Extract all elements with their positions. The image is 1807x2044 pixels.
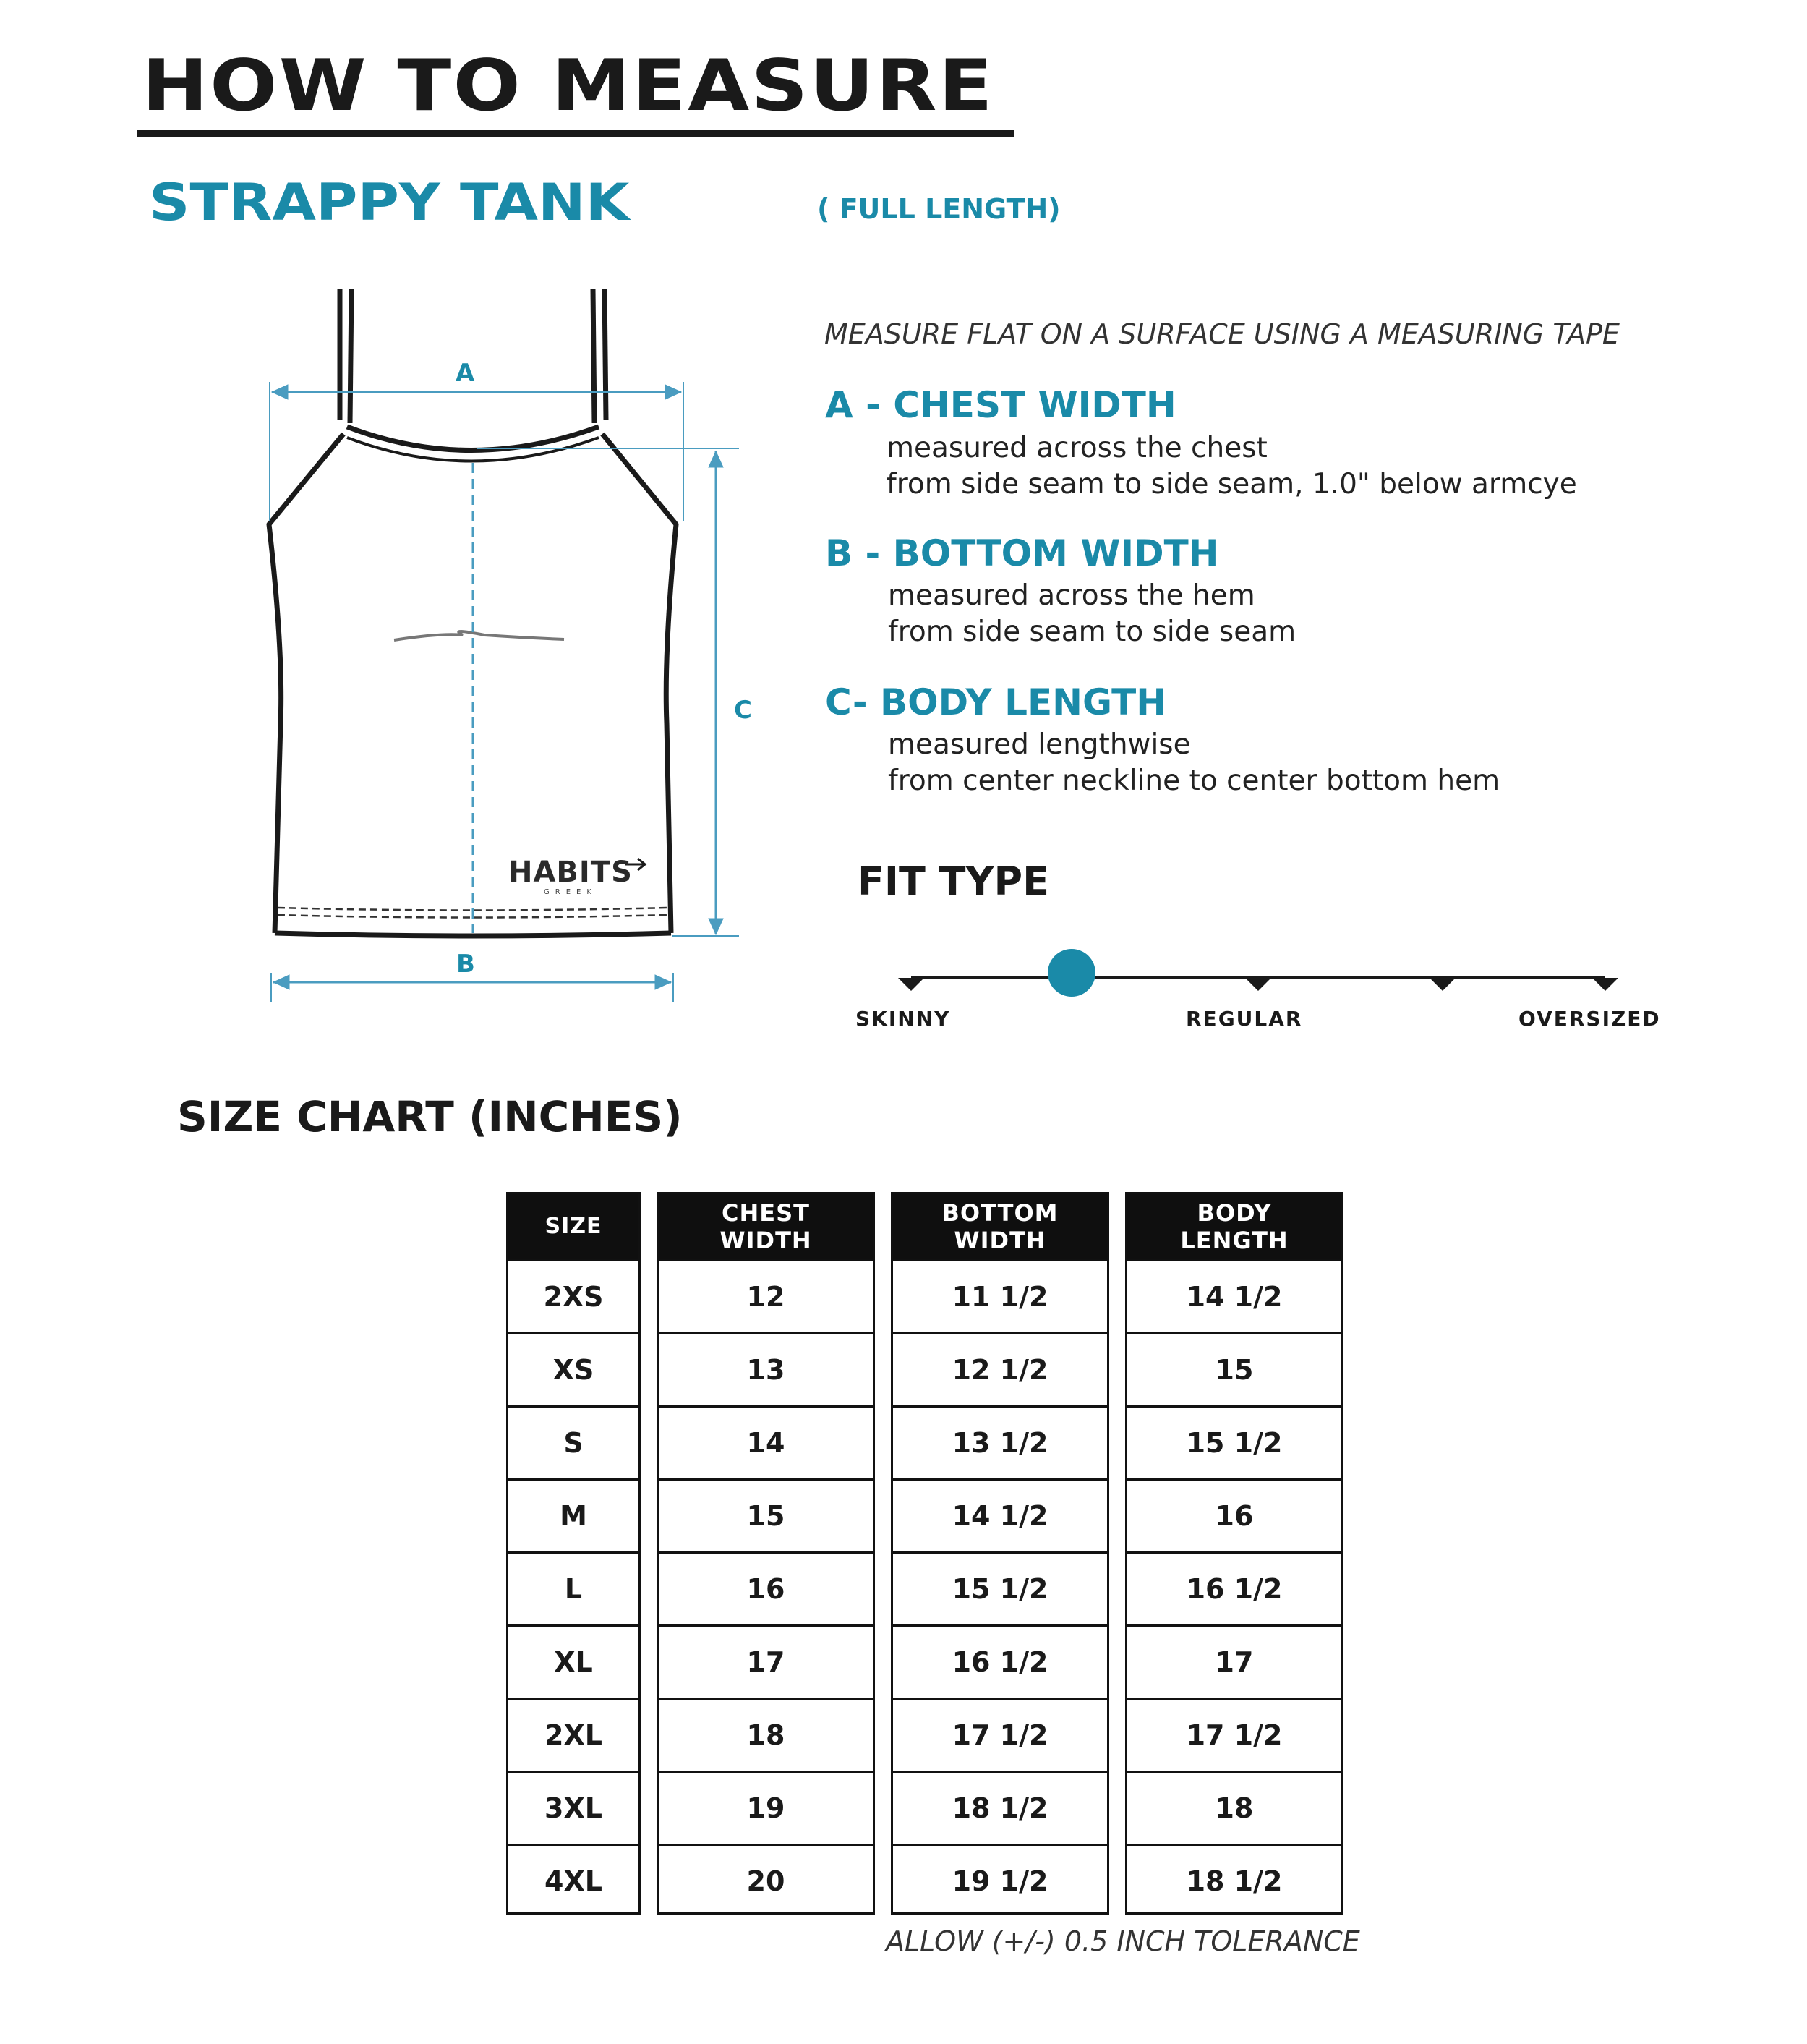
column-header: SIZE xyxy=(508,1194,638,1259)
section-line: from center neckline to center bottom hem xyxy=(888,765,1500,797)
fit-tick xyxy=(1592,978,1618,991)
table-cell: 2XL xyxy=(508,1698,638,1771)
table-cell: 14 1/2 xyxy=(893,1478,1107,1551)
fit-label-regular: REGULAR xyxy=(1186,1007,1303,1031)
section-line: from side seam to side seam, 1.0" below armcye xyxy=(887,468,1577,501)
tolerance-note: ALLOW (+/-) 0.5 INCH TOLERANCE xyxy=(886,1925,1360,1957)
chest-column xyxy=(657,1192,875,1915)
fit-type-title: FIT TYPE xyxy=(858,859,1050,904)
table-cell: 16 xyxy=(659,1551,873,1624)
table-cell: 4XL xyxy=(508,1844,638,1917)
table-cell: 12 xyxy=(659,1259,873,1332)
brand-logo: HABITS xyxy=(508,856,633,889)
section-line: measured lengthwise xyxy=(888,728,1191,761)
table-cell: 18 xyxy=(1127,1771,1341,1844)
table-cell: 2XS xyxy=(508,1259,638,1332)
table-cell: 16 xyxy=(1127,1478,1341,1551)
table-cell: 20 xyxy=(659,1844,873,1917)
fit-label-oversized: OVERSIZED xyxy=(1518,1007,1661,1031)
fit-scale xyxy=(853,940,1706,1013)
section-title-length: C- BODY LENGTH xyxy=(825,681,1167,723)
table-cell: 15 xyxy=(659,1478,873,1551)
fit-label-skinny: SKINNY xyxy=(855,1007,951,1031)
table-cell: M xyxy=(508,1478,638,1551)
column-header: BODY LENGTH xyxy=(1127,1194,1341,1259)
table-cell: 17 xyxy=(659,1624,873,1698)
table-cell: 18 xyxy=(659,1698,873,1771)
table-cell: 16 1/2 xyxy=(893,1624,1107,1698)
section-line: measured across the chest xyxy=(887,432,1268,464)
label-a: A xyxy=(456,359,475,388)
column-header: CHEST WIDTH xyxy=(659,1194,873,1259)
table-cell: S xyxy=(508,1405,638,1478)
fit-tick xyxy=(1245,978,1271,991)
section-line: measured across the hem xyxy=(888,579,1255,612)
table-cell: 17 1/2 xyxy=(893,1698,1107,1771)
size-column xyxy=(506,1192,641,1915)
table-cell: 13 1/2 xyxy=(893,1405,1107,1478)
table-cell: 17 1/2 xyxy=(1127,1698,1341,1771)
table-cell: 19 1/2 xyxy=(893,1844,1107,1917)
length-column xyxy=(1125,1192,1343,1915)
fit-marker xyxy=(1048,949,1095,997)
table-cell: 11 1/2 xyxy=(893,1259,1107,1332)
label-b: B xyxy=(456,950,475,979)
table-cell: 18 1/2 xyxy=(893,1771,1107,1844)
table-cell: 12 1/2 xyxy=(893,1332,1107,1405)
tank-diagram xyxy=(0,0,795,1027)
measure-instruction: MEASURE FLAT ON A SURFACE USING A MEASURING TAPE xyxy=(824,318,1620,350)
product-subtitle: ( FULL LENGTH) xyxy=(817,193,1061,225)
label-c: C xyxy=(734,696,752,725)
fit-tick xyxy=(1430,978,1456,991)
section-line: from side seam to side seam xyxy=(888,616,1296,648)
section-title-chest: A - CHEST WIDTH xyxy=(825,384,1176,426)
table-cell: 15 xyxy=(1127,1332,1341,1405)
table-cell: XL xyxy=(508,1624,638,1698)
table-cell: 13 xyxy=(659,1332,873,1405)
table-cell: 14 xyxy=(659,1405,873,1478)
bottom-column xyxy=(891,1192,1109,1915)
size-chart-title: SIZE CHART (INCHES) xyxy=(177,1092,683,1141)
page-title: HOW TO MEASURE xyxy=(142,45,995,127)
table-cell: 19 xyxy=(659,1771,873,1844)
table-cell: 3XL xyxy=(508,1771,638,1844)
section-title-bottom: B - BOTTOM WIDTH xyxy=(825,532,1219,574)
table-cell: 15 1/2 xyxy=(1127,1405,1341,1478)
table-cell: L xyxy=(508,1551,638,1624)
product-title: STRAPPY TANK xyxy=(149,173,630,232)
brand-logo-sub: GREEK xyxy=(544,888,597,896)
table-cell: 14 1/2 xyxy=(1127,1259,1341,1332)
table-cell: 18 1/2 xyxy=(1127,1844,1341,1917)
table-cell: 17 xyxy=(1127,1624,1341,1698)
table-cell: 16 1/2 xyxy=(1127,1551,1341,1624)
column-header: BOTTOM WIDTH xyxy=(893,1194,1107,1259)
table-cell: 15 1/2 xyxy=(893,1551,1107,1624)
table-cell: XS xyxy=(508,1332,638,1405)
fit-tick xyxy=(898,978,924,991)
